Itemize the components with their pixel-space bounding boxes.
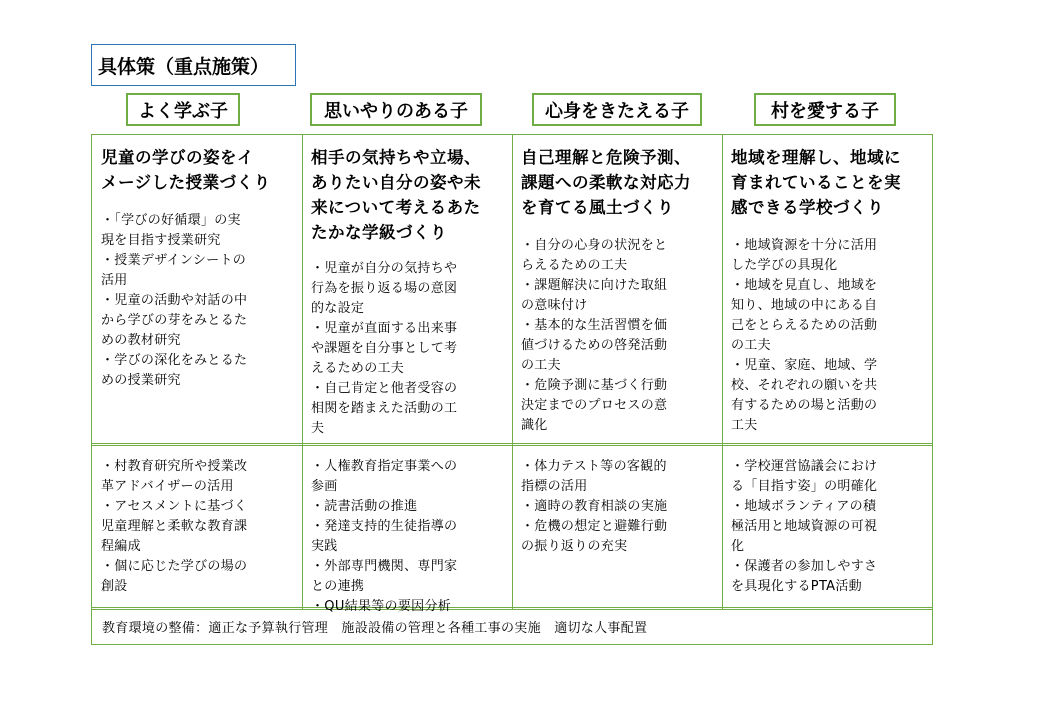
column-learn-support	[92, 447, 302, 607]
list-item: らえるための工夫	[521, 258, 628, 273]
item-list	[521, 236, 714, 436]
column-caring-main	[302, 135, 512, 443]
item-list	[311, 259, 504, 439]
row-divider	[92, 443, 932, 446]
list-item: 識化	[521, 418, 548, 433]
list-item: ・体力テスト等の客観的	[521, 459, 667, 474]
list-item: ・学びの深化をみとるた	[101, 353, 248, 368]
list-item: 相関を踏まえた活動の工	[311, 401, 458, 416]
list-item: ・児童の活動や対話の中	[101, 293, 248, 308]
list-item: 夫	[311, 421, 325, 436]
item-list	[731, 236, 924, 436]
list-item: ・自分の心身の状況をと	[521, 238, 668, 253]
column-body-mind-main	[512, 135, 722, 443]
list-item: 行為を振り返る場の意図	[311, 281, 458, 296]
heading-line: 来について考えるあた	[311, 198, 481, 217]
list-item: 的な設定	[311, 301, 365, 316]
column-learn-main	[92, 135, 302, 443]
list-item: ・QU結果等の要因分析	[311, 599, 452, 614]
list-item: 程編成	[101, 539, 141, 554]
list-item: ・地域ボランティアの積	[731, 499, 877, 514]
column-village-main	[722, 135, 932, 443]
heading-line: メージした授業づくり	[101, 173, 271, 192]
column-heading	[731, 145, 924, 220]
list-item: めの教材研究	[101, 333, 181, 348]
list-item: 値づけるための啓発活動	[521, 338, 668, 353]
list-item: の意味付け	[521, 298, 588, 313]
list-item: ・児童が直面する出来事	[311, 321, 458, 336]
list-item: 現を目指す授業研究	[101, 233, 221, 248]
column-caring-support	[302, 447, 512, 614]
list-item: 参画	[311, 479, 338, 494]
list-item: ・読書活動の推進	[311, 499, 418, 514]
list-item: ・児童、家庭、地域、学	[731, 358, 878, 373]
item-list	[101, 457, 294, 597]
list-item: ・自己肯定と他者受容の	[311, 381, 458, 396]
environment-row: 教育環境の整備：適正な予算執行管理 施設設備の管理と各種工事の実施 適切な人事配置	[102, 621, 648, 636]
list-item: ・村教育研究所や授業改	[101, 459, 248, 474]
column-body-mind-support	[512, 447, 722, 607]
list-item: や課題を自分事として考	[311, 341, 458, 356]
category-label-village: 村を愛する子	[754, 93, 896, 126]
heading-line: 課題への柔軟な対応力	[521, 173, 691, 192]
heading-line: ありたい自分の姿や未	[311, 173, 481, 192]
list-item: ・学校運営協議会におけ	[731, 459, 878, 474]
list-item: ・保護者の参加しやすさ	[731, 559, 878, 574]
heading-line: たかな学級づくり	[311, 223, 447, 242]
category-label-body-mind: 心身をきたえる子	[532, 93, 702, 126]
heading-line: 育まれていることを実	[731, 173, 901, 192]
list-item: ・児童が自分の気持ちや	[311, 261, 458, 276]
list-item: ・「学びの好循環」の実	[101, 213, 241, 228]
list-item: ・人権教育指定事業への	[311, 459, 458, 474]
heading-line: 相手の気持ちや立場、	[311, 148, 481, 167]
list-item: した学びの具現化	[731, 258, 838, 273]
category-label-caring: 思いやりのある子	[310, 93, 482, 126]
list-item: ・危機の想定と避難行動	[521, 519, 668, 534]
measures-table	[91, 134, 933, 645]
list-item: 極活用と地域資源の可視	[731, 519, 878, 534]
item-list	[101, 211, 294, 391]
list-item: 校、それぞれの願いを共	[731, 378, 878, 393]
list-item: めの授業研究	[101, 373, 181, 388]
list-item: ・地域を見直し、地域を	[731, 278, 878, 293]
column-village-support	[722, 447, 932, 607]
item-list	[311, 457, 504, 617]
list-item: 化	[731, 539, 745, 554]
list-item: との連携	[311, 579, 365, 594]
list-item: を具現化するPTA活動	[731, 579, 862, 594]
list-item: 工夫	[731, 418, 758, 433]
list-item: 指標の活用	[521, 479, 588, 494]
list-item: 活用	[101, 273, 128, 288]
list-item: えるための工夫	[311, 361, 405, 376]
item-list	[731, 457, 924, 597]
heading-line: 児童の学びの姿をイ	[101, 148, 254, 167]
heading-line: 地域を理解し、地域に	[731, 148, 901, 167]
list-item: ・発達支持的生徒指導の	[311, 519, 458, 534]
category-label-learn: よく学ぶ子	[126, 93, 240, 126]
list-item: の工夫	[521, 358, 561, 373]
list-item: る「目指す姿」の明確化	[731, 479, 878, 494]
heading-line: 自己理解と危険予測、	[521, 148, 691, 167]
list-item: ・授業デザインシートの	[101, 253, 247, 268]
list-item: の工夫	[731, 338, 771, 353]
list-item: ・アセスメントに基づく	[101, 499, 248, 514]
heading-line: 感できる学校づくり	[731, 198, 884, 217]
list-item: 己をとらえるための活動	[731, 318, 878, 333]
item-list	[521, 457, 714, 557]
list-item: ・危険予測に基づく行動	[521, 378, 668, 393]
list-item: ・課題解決に向けた取組	[521, 278, 668, 293]
column-heading	[311, 145, 504, 245]
column-heading	[521, 145, 714, 220]
list-item: 児童理解と柔軟な教育課	[101, 519, 248, 534]
list-item: ・適時の教育相談の実施	[521, 499, 668, 514]
list-item: ・個に応じた学びの場の	[101, 559, 248, 574]
list-item: の振り返りの充実	[521, 539, 628, 554]
list-item: 創設	[101, 579, 128, 594]
heading-line: を育てる風土づくり	[521, 198, 674, 217]
list-item: 有するための場と活動の	[731, 398, 878, 413]
list-item: 実践	[311, 539, 338, 554]
list-item: から学びの芽をみとるた	[101, 313, 248, 328]
list-item: 決定までのプロセスの意	[521, 398, 668, 413]
list-item: ・基本的な生活習慣を価	[521, 318, 668, 333]
list-item: 革アドバイザーの活用	[101, 479, 234, 494]
row-divider	[92, 607, 932, 610]
list-item: ・外部専門機関、専門家	[311, 559, 458, 574]
list-item: 知り、地域の中にある自	[731, 298, 878, 313]
page-title: 具体策（重点施策）	[91, 44, 296, 86]
column-heading	[101, 145, 294, 195]
list-item: ・地域資源を十分に活用	[731, 238, 878, 253]
